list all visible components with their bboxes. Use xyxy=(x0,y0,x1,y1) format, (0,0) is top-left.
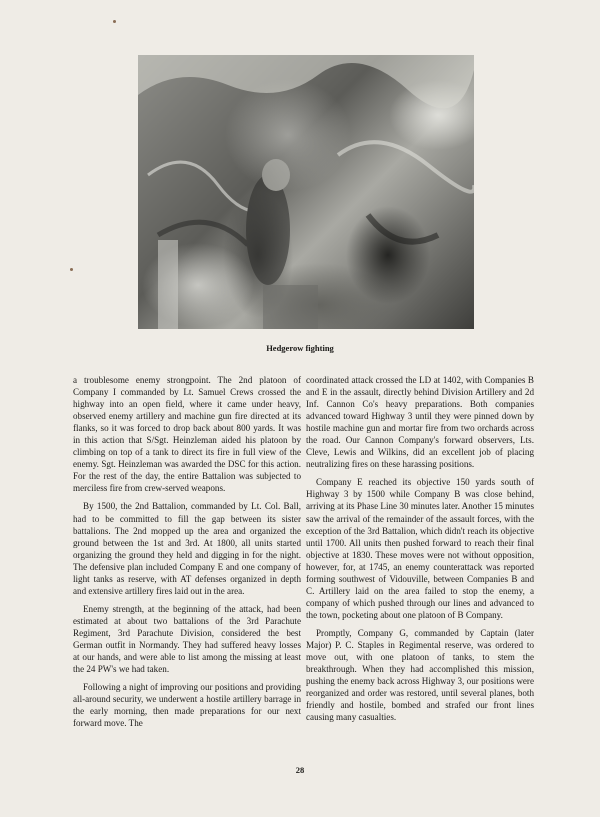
paragraph: Following a night of improving our positions and providing all-around security, we underwent a hostile artillery barrage in the early morning, then made preparations for our next forward move. The xyxy=(73,682,301,729)
hedgerow-photo xyxy=(138,55,474,329)
text-column-left xyxy=(73,374,301,735)
paragraph: Enemy strength, at the beginning of the attack, had been estimated at about two battalions of the 3rd Parachute Regiment, 3rd Parachute Division, considered the best German outfit in Normandy. They had suffered heavy losses at our hands, and were able to list among the missing at least the 24 PW's we had taken. xyxy=(73,603,301,675)
paragraph: By 1500, the 2nd Battalion, commanded by Lt. Col. Ball, had to be committed to fill the gap between its sister battalions. The 2nd mopped up the area and organized the ground between the 1st and 3rd. At 1800, all units started organizing the ground they held and digging in for the night. The defensive plan included Company E and one company of light tanks as reserve, with AT defenses organized in depth and extensive artillery fires laid out in the area. xyxy=(73,501,301,596)
photo-foliage-texture xyxy=(138,55,474,329)
paragraph: a troublesome enemy strongpoint. The 2nd platoon of Company I commanded by Lt. Samuel Crews crossed the highway into an open field, where it came under heavy, observed enemy artillery and machine gun fire directed at its flanks, so it was forced to drop back about 800 yards. It was in this action that S/Sgt. Heinzleman aided his platoon by climbing on top of a tank to direct its fire in full view of the enemy. Sgt. Heinzleman was awarded the DSC for this action. For the rest of the day, the entire Battalion was subjected to merciless fire from crew-served weapons. xyxy=(73,375,301,494)
page-number: 28 xyxy=(295,765,305,775)
paper-speck xyxy=(70,268,73,271)
text-column-right xyxy=(306,374,534,729)
paper-speck xyxy=(113,20,116,23)
paragraph: Company E reached its objective 150 yards south of Highway 3 by 1500 while Company B was close behind, arriving at its Phase Line 30 minutes later. Another 15 minutes saw the arrival of the remainder of the assault forces, with the exception of the 3rd Battalion, which didn't reach its objective until 1700. All units then pushed forward to reach their final objective at 1830. These moves were not without opposition, however, for, at 1745, an enemy counterattack was reported forming southwest of Vidouville, between Companies B and C. Artillery laid on the area failed to stop the enemy, a company of which pushed through our lines and advanced to the town, pocketing about one platoon of B Company. xyxy=(306,477,534,620)
paragraph: coordinated attack crossed the LD at 1402, with Companies B and E in the assault, directly behind Division Artillery and 2d Inf. Cannon Co's heavy preparations. Both companies advanced toward Highway 3 until they were pinned down by hostile machine gun and mortar fire from two orchards across the road. Our Cannon Company's forward observers, Lts. Cleve, Lewis and Wilkins, did an excellent job of placing neutralizing fires on these harassing positions. xyxy=(306,375,534,470)
photo-caption: Hedgerow fighting xyxy=(266,343,334,353)
paragraph: Promptly, Company G, commanded by Captain (later Major) P. C. Staples in Regimental reserve, was ordered to move out, with one platoon of tanks, to stem the breakthrough. When they had accomplished this mission, pushing the enemy back across Highway 3, our positions were reorganized and order was restored, until several planes, both friendly and hostile, bombed and strafed our front lines causing many casualties. xyxy=(306,627,534,723)
